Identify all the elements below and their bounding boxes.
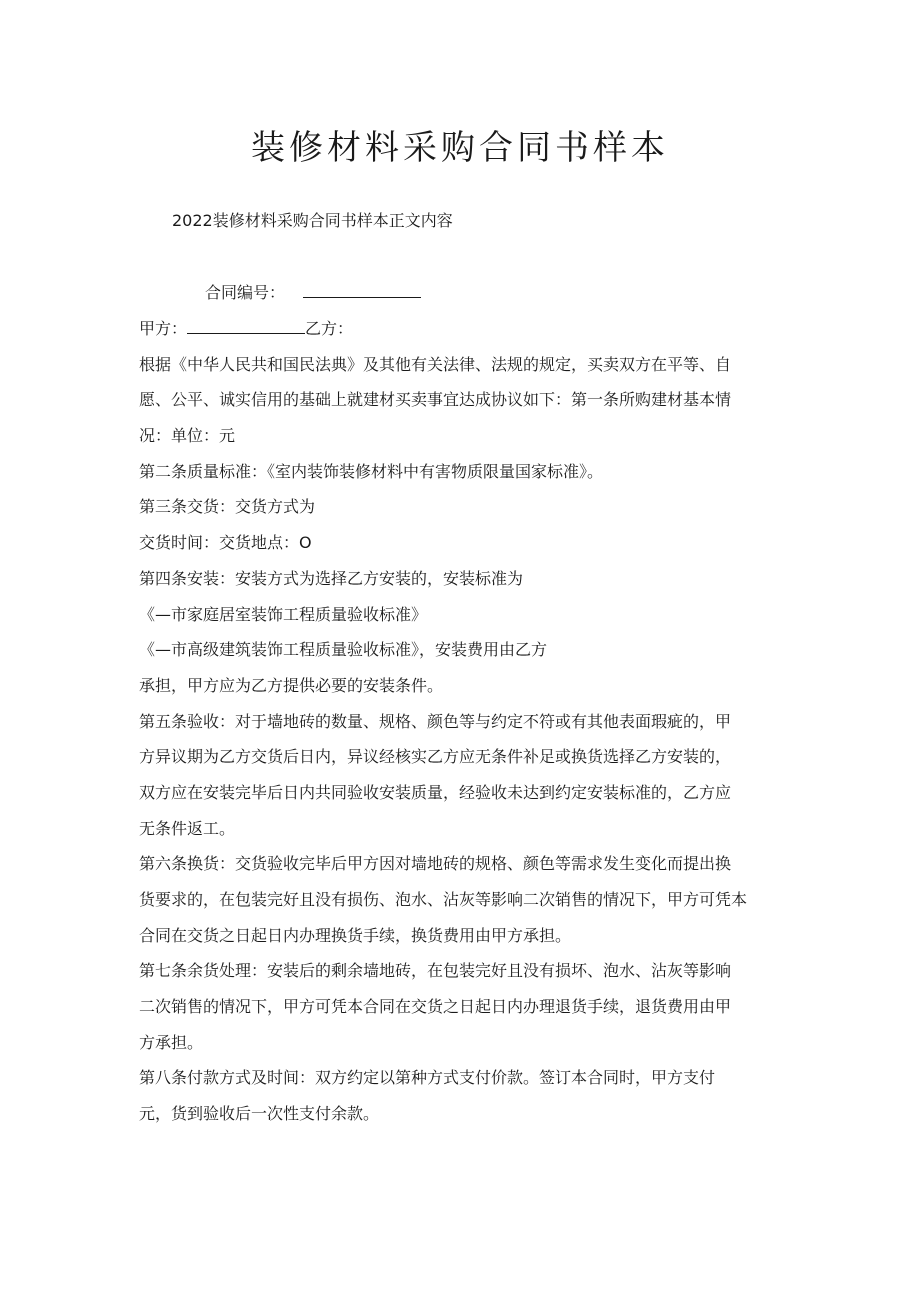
body-lines xyxy=(139,352,779,1137)
parties-line xyxy=(139,316,779,352)
body-line: 合同在交货之日起日内办理换货手续，换货费用由甲方承担。 xyxy=(139,925,572,945)
body-line: 第八条付款方式及时间：双方约定以第种方式支付价款。签订本合同时，甲方支付 xyxy=(139,1068,716,1088)
body-line: 况：单位：元 xyxy=(139,426,236,446)
document-title: 装修材料采购合同书样本 xyxy=(251,128,669,168)
party-b-label: 乙方： xyxy=(305,319,354,338)
body-line: 第五条验收：对于墙地砖的数量、规格、颜色等与约定不符或有其他表面瑕疵的，甲 xyxy=(139,711,732,731)
party-a-blank xyxy=(187,316,305,334)
body-line: 二次销售的情况下，甲方可凭本合同在交货之日起日内办理退货手续，退货费用由甲 xyxy=(139,997,732,1017)
contract-number-blank xyxy=(303,280,421,298)
contract-number-label: 合同编号： xyxy=(205,283,286,302)
body-line: 《—市家庭居室装饰工程质量验收标准》 xyxy=(139,604,428,624)
body-line: 第二条质量标准：《室内装饰装修材料中有害物质限量国家标准》。 xyxy=(139,461,604,481)
body-line: 第三条交货：交货方式为 xyxy=(139,497,316,517)
party-a-label: 甲方： xyxy=(139,319,188,338)
body-line: 根据《中华人民共和国民法典》及其他有关法律、法规的规定，买卖双方在平等、自 xyxy=(139,354,732,374)
body-line: 元，货到验收后一次性支付余款。 xyxy=(139,1104,380,1124)
body-line: 承担，甲方应为乙方提供必要的安装条件。 xyxy=(139,675,444,695)
body-line: 《—市高级建筑装饰工程质量验收标准》，安装费用由乙方 xyxy=(139,640,548,660)
body-line: 愿、公平、诚实信用的基础上就建材买卖事宜达成协议如下：第一条所购建材基本情 xyxy=(139,390,732,410)
body-line: 无条件返工。 xyxy=(139,818,236,838)
body-line: 第四条安装：安装方式为选择乙方安装的，安装标准为 xyxy=(139,568,524,588)
body-line: 第六条换货：交货验收完毕后甲方因对墙地砖的规格、颜色等需求发生变化而提出换 xyxy=(139,854,732,874)
body-line: 第七条余货处理：安装后的剩余墙地砖，在包装完好且没有损坏、泡水、沾灰等影响 xyxy=(139,961,732,981)
body-line: 方承担。 xyxy=(139,1032,204,1052)
contract-body xyxy=(139,316,779,1137)
body-line: 货要求的，在包装完好且没有损伤、泡水、沾灰等影响二次销售的情况下，甲方可凭本 xyxy=(139,890,748,909)
body-line: 交货时间：交货地点：O xyxy=(139,533,312,553)
contract-number-row xyxy=(205,280,421,306)
body-line: 方异议期为乙方交货后日内，异议经核实乙方应无条件补足或换货选择乙方安装的， xyxy=(139,747,732,767)
document-subtitle: 2022装修材料采购合同书样本正文内容 xyxy=(172,211,453,230)
body-line: 双方应在安装完毕后日内共同验收安装质量，经验收未达到约定安装标准的，乙方应 xyxy=(139,782,732,802)
